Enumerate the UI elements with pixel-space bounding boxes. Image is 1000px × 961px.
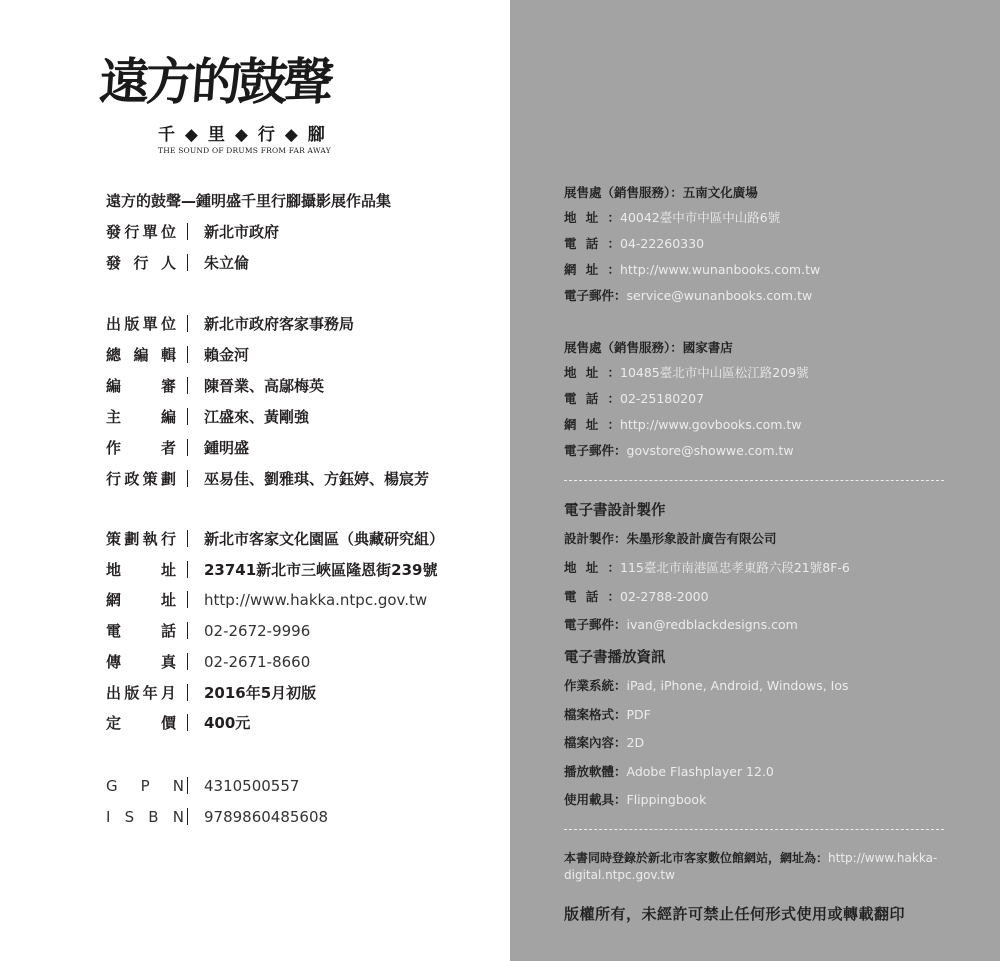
separator-bar xyxy=(187,377,188,394)
info-row xyxy=(564,792,706,808)
info-row xyxy=(564,617,798,633)
field-value: 新北市政府 xyxy=(204,223,280,241)
info-row xyxy=(564,185,758,201)
info-row xyxy=(564,288,812,304)
logo-subtitle: 千 ◆ 里 ◆ 行 ◆ 腳 xyxy=(158,125,327,145)
info-label: 檔案格式： xyxy=(564,706,627,722)
note-text: 本書同時登錄於新北市客家數位館網站，網址為： xyxy=(564,851,829,865)
separator-bar xyxy=(187,653,188,670)
field-label: I S B N xyxy=(106,807,184,826)
info-label: 電 話 ： xyxy=(564,588,620,604)
info-value: PDF xyxy=(626,706,651,722)
info-label: 使用載具： xyxy=(564,792,627,807)
info-row xyxy=(564,417,802,433)
info-row xyxy=(564,210,780,226)
divider xyxy=(564,829,944,830)
field-value: 23741新北市三峽區隆恩街239號 xyxy=(204,560,438,579)
separator-bar xyxy=(187,591,188,608)
info-value: Adobe Flashplayer 12.0 xyxy=(626,763,774,779)
info-row xyxy=(564,589,709,605)
field-label: G P N xyxy=(106,777,184,795)
note-url: http://www.hakka-digital.ntpc.gov.tw xyxy=(564,851,938,882)
field-label: 網 址 xyxy=(106,591,176,610)
section-heading: 電子書播放資訊 xyxy=(564,650,666,666)
separator-bar xyxy=(187,622,188,639)
info-label: 設計製作： xyxy=(564,531,627,546)
info-label: 電 話 ： xyxy=(564,236,620,251)
info-label: 電子郵件： xyxy=(564,288,627,303)
info-row xyxy=(564,678,849,694)
book-logo xyxy=(97,42,360,160)
website-note xyxy=(564,850,949,884)
info-label: 展售處（銷售服務）： xyxy=(564,185,683,200)
field-label: 策 劃 執 行 xyxy=(106,530,176,548)
info-value: 115臺北市南港區忠孝東路六段21號8F-6 xyxy=(620,560,850,575)
field-value: 巫易佳、劉雅琪、方鈺婷、楊宸芳 xyxy=(204,470,430,488)
info-row xyxy=(564,531,777,547)
field-value: 新北市政府客家事務局 xyxy=(204,315,355,333)
field-label: 定 價 xyxy=(106,714,176,733)
field-value: 02-2672-9996 xyxy=(204,622,311,641)
separator-bar xyxy=(187,315,188,332)
info-label: 作業系統： xyxy=(564,678,627,693)
info-value: http://www.govbooks.com.tw xyxy=(620,417,802,432)
info-label: 電子郵件： xyxy=(564,443,627,458)
section-heading: 電子書設計製作 xyxy=(564,503,666,519)
field-label: 發 行 單 位 xyxy=(106,223,176,241)
separator-bar xyxy=(187,561,188,578)
info-value: Flippingbook xyxy=(626,792,707,807)
field-label: 發 行 人 xyxy=(106,254,176,272)
field-value: 朱立倫 xyxy=(204,254,250,272)
field-label: 電 話 xyxy=(106,622,176,641)
info-label: 地 址 ： xyxy=(564,210,620,225)
info-value: 朱墨形象設計廣告有限公司 xyxy=(626,531,777,546)
field-value: 江盛來、黃剛強 xyxy=(204,408,310,426)
field-value: 鍾明盛 xyxy=(204,439,250,457)
info-label: 地 址 ： xyxy=(564,560,620,575)
field-label: 總 編 輯 xyxy=(106,346,176,364)
info-value: 40042臺中市中區中山路6號 xyxy=(620,210,781,225)
field-value: 4310500557 xyxy=(204,777,300,795)
field-label: 編 審 xyxy=(106,377,176,395)
separator-bar xyxy=(187,223,188,240)
field-label: 行 政 策 劃 xyxy=(106,470,176,488)
info-label: 電子郵件： xyxy=(564,617,627,632)
book-title: 遠方的鼓聲—鍾明盛千里行腳攝影展作品集 xyxy=(106,192,392,210)
separator-bar xyxy=(187,470,188,487)
field-label: 地 址 xyxy=(106,560,176,579)
separator-bar xyxy=(187,777,188,794)
info-row xyxy=(564,443,794,459)
info-value: 2D xyxy=(626,735,645,750)
info-value: service@wunanbooks.com.tw xyxy=(626,288,813,303)
copyright-notice: 版權所有，未經許可禁止任何形式使用或轉載翻印 xyxy=(564,905,906,923)
field-label: 出 版 年 月 xyxy=(106,683,176,702)
info-row xyxy=(564,735,644,751)
field-value: 新北市客家文化園區（典藏研究組） xyxy=(204,530,445,548)
info-value: 04-22260330 xyxy=(620,236,705,251)
separator-bar xyxy=(187,714,188,731)
info-row xyxy=(564,707,651,723)
field-value: 400元 xyxy=(204,714,251,733)
info-value: 02-25180207 xyxy=(620,391,705,406)
info-row xyxy=(564,236,704,252)
field-label: 主 編 xyxy=(106,408,176,426)
info-label: 展售處（銷售服務）： xyxy=(564,340,683,355)
info-value: iPad, iPhone, Android, Windows, Ios xyxy=(626,678,849,693)
field-value: 陳晉業、高鄔梅英 xyxy=(204,377,325,395)
info-label: 播放軟體： xyxy=(564,763,627,779)
info-row xyxy=(564,262,820,278)
info-value: http://www.wunanbooks.com.tw xyxy=(620,262,821,277)
logo-title: 遠方的鼓聲 xyxy=(97,52,332,111)
info-label: 檔案內容： xyxy=(564,735,627,750)
field-value: 9789860485608 xyxy=(204,807,329,826)
field-label: 傳 真 xyxy=(106,652,176,671)
info-label: 網 址 ： xyxy=(564,262,620,277)
separator-bar xyxy=(187,684,188,701)
info-row xyxy=(564,391,704,407)
separator-bar xyxy=(187,254,188,271)
field-label: 作 者 xyxy=(106,439,176,457)
separator-bar xyxy=(187,530,188,547)
info-value: 10485臺北市中山區松江路209號 xyxy=(620,365,809,380)
info-value: 02-2788-2000 xyxy=(620,588,709,604)
info-label: 地 址 ： xyxy=(564,365,620,380)
field-label: 出 版 單 位 xyxy=(106,315,176,333)
info-label: 網 址 ： xyxy=(564,417,620,432)
field-value: 賴金河 xyxy=(204,346,250,364)
info-label: 電 話 ： xyxy=(564,391,620,406)
field-value: 2016年5月初版 xyxy=(204,683,317,702)
info-row xyxy=(564,764,774,780)
info-value: 五南文化廣場 xyxy=(682,185,758,200)
divider xyxy=(564,480,944,481)
info-value: 國家書店 xyxy=(682,340,733,355)
field-value: 02-2671-8660 xyxy=(204,652,311,671)
info-value: ivan@redblackdesigns.com xyxy=(626,617,798,632)
field-value: http://www.hakka.ntpc.gov.tw xyxy=(204,591,428,610)
logo-english: THE SOUND OF DRUMS FROM FAR AWAY xyxy=(158,146,331,155)
info-row xyxy=(564,340,733,356)
separator-bar xyxy=(187,808,188,825)
info-row xyxy=(564,365,809,381)
separator-bar xyxy=(187,346,188,363)
info-value: govstore@showwe.com.tw xyxy=(626,443,794,458)
separator-bar xyxy=(187,408,188,425)
separator-bar xyxy=(187,439,188,456)
info-row xyxy=(564,560,850,576)
